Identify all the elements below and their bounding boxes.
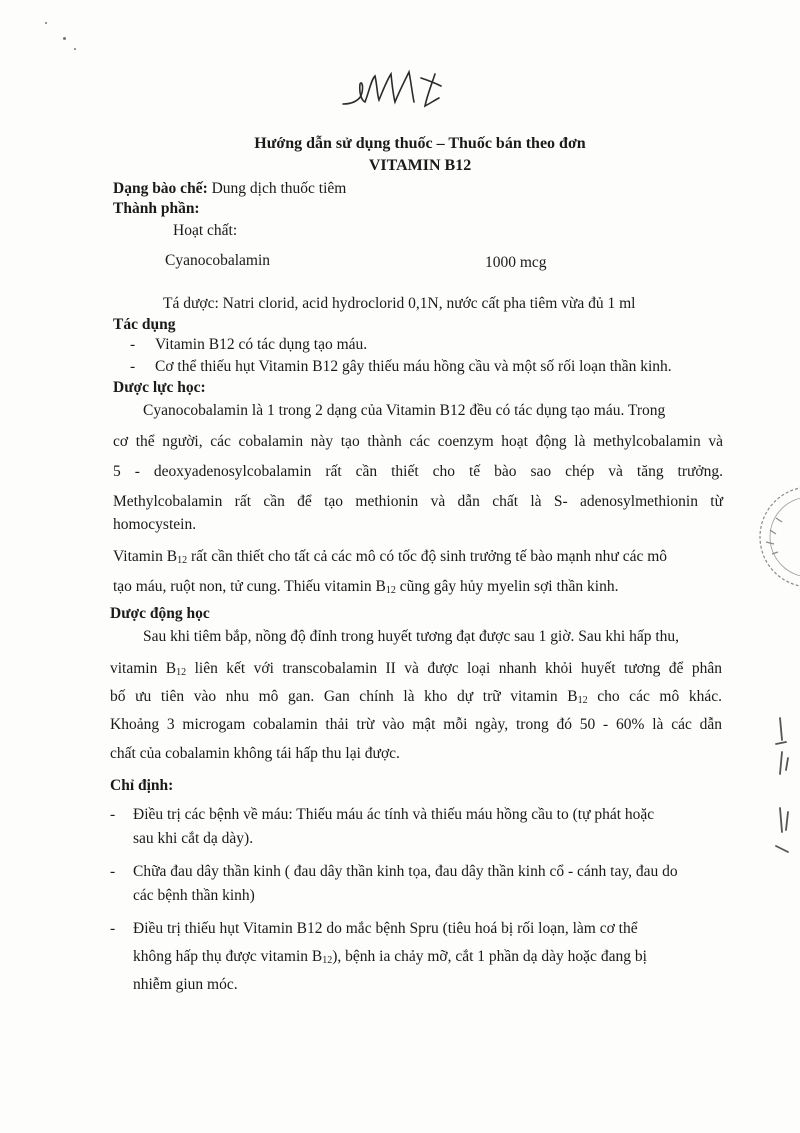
pharmacodynamics-line: Methylcobalamin rất cần để tạo methionin và dẫn chất là S- adenosylmethionin từ bbox=[113, 493, 723, 510]
excipients-line: Tá dược: Natri clorid, acid hydroclorid 0,1N, nước cất pha tiêm vừa đủ 1 ml bbox=[163, 295, 636, 312]
pharmacokinetics-heading: Dược động học bbox=[110, 605, 210, 622]
pharmacokinetics-line bbox=[110, 660, 722, 678]
dosage-form-label: Dạng bào chế: bbox=[113, 180, 208, 197]
scan-speck bbox=[45, 22, 47, 24]
partial-stamp bbox=[752, 482, 800, 592]
indication-line: sau khi cắt dạ dày). bbox=[133, 830, 254, 847]
effects-item: Vitamin B12 có tác dụng tạo máu. bbox=[155, 336, 368, 353]
subscript: 12 bbox=[176, 667, 187, 678]
active-ingredient-label: Hoạt chất: bbox=[173, 222, 238, 239]
text-fragment: ), bệnh ia chảy mỡ, cắt 1 phần dạ dày hoặc đang bị bbox=[332, 948, 647, 965]
bullet-dash: - bbox=[110, 863, 116, 880]
subscript: 12 bbox=[385, 585, 396, 596]
document-title: Hướng dẫn sử dụng thuốc – Thuốc bán theo đơn bbox=[254, 135, 586, 152]
pharmacodynamics-line: Cyanocobalamin là 1 trong 2 dạng của Vitamin B12 đều có tác dụng tạo máu. Trong bbox=[143, 402, 666, 419]
text-fragment: liên kết với transcobalamin II và được loại nhanh khỏi huyết tương để phân bbox=[186, 660, 723, 677]
text-fragment: vitamin B bbox=[110, 660, 177, 677]
pharmacodynamics-line bbox=[113, 578, 618, 596]
pharmacokinetics-line: Sau khi tiêm bắp, nồng độ đỉnh trong huyết tương đạt được sau 1 giờ. Sau khi hấp thu, bbox=[143, 628, 680, 645]
pharmacodynamics-line: homocystein. bbox=[113, 516, 197, 533]
indication-line: các bệnh thần kinh) bbox=[133, 887, 255, 904]
pharmacokinetics-line bbox=[110, 688, 722, 706]
scan-speck bbox=[74, 48, 76, 50]
indication-line: nhiễm giun móc. bbox=[133, 976, 238, 993]
product-name: VITAMIN B12 bbox=[368, 157, 472, 174]
pharmacodynamics-line: 5 - deoxyadenosylcobalamin rất cần thiết cho tế bào sao chép và tăng trưởng. bbox=[113, 463, 723, 480]
subscript: 12 bbox=[177, 555, 188, 566]
effects-item: Cơ thể thiếu hụt Vitamin B12 gây thiếu máu hồng cầu và một số rối loạn thần kinh. bbox=[155, 358, 672, 375]
pharmacokinetics-line: Khoảng 3 microgam cobalamin thải trừ vào mật mỗi ngày, trong đó 50 - 60% là các dẫn bbox=[110, 716, 722, 733]
handwritten-signature bbox=[335, 62, 465, 122]
dosage-form-line bbox=[113, 180, 346, 198]
bullet-dash: - bbox=[110, 806, 116, 823]
bullet-dash: - bbox=[110, 920, 116, 937]
text-fragment: bố ưu tiên vào nhu mô gan. Gan chính là kho dự trữ vitamin B bbox=[110, 688, 578, 705]
pharmacodynamics-heading: Dược lực học: bbox=[113, 379, 206, 396]
active-ingredient-amount: 1000 mcg bbox=[485, 254, 547, 271]
dosage-form-value: Dung dịch thuốc tiêm bbox=[211, 180, 347, 197]
bullet-dash: - bbox=[130, 358, 136, 375]
indication-line: Điều trị thiếu hụt Vitamin B12 do mắc bệnh Spru (tiêu hoá bị rối loạn, làm cơ thể bbox=[133, 920, 638, 937]
scan-speck bbox=[63, 37, 66, 40]
text-fragment: không hấp thụ được vitamin B bbox=[133, 948, 323, 965]
margin-marks bbox=[758, 712, 798, 862]
active-ingredient-name: Cyanocobalamin bbox=[165, 252, 271, 269]
text-fragment: cho các mô khác. bbox=[587, 688, 722, 705]
composition-heading: Thành phần: bbox=[113, 200, 200, 217]
pharmacodynamics-line bbox=[113, 548, 667, 566]
indication-line: Điều trị các bệnh về máu: Thiếu máu ác tính và thiếu máu hồng cầu to (tự phát hoặc bbox=[133, 806, 655, 823]
subscript: 12 bbox=[577, 695, 588, 706]
bullet-dash: - bbox=[130, 336, 136, 353]
subscript: 12 bbox=[322, 955, 333, 966]
text-fragment: Vitamin B bbox=[113, 548, 178, 565]
pharmacodynamics-line: cơ thể người, các cobalamin này tạo thành các coenzym hoạt động là methylcobalamin và bbox=[113, 433, 723, 450]
text-fragment: rất cần thiết cho tất cả các mô có tốc độ sinh trưởng tế bào mạnh như các mô bbox=[187, 548, 668, 565]
pharmacokinetics-line: chất của cobalamin không tái hấp thu lại được. bbox=[110, 745, 400, 762]
effects-heading: Tác dụng bbox=[113, 316, 176, 333]
text-fragment: tạo máu, ruột non, tử cung. Thiếu vitamin B bbox=[113, 578, 386, 595]
indication-line: Chữa đau dây thần kinh ( đau dây thần kinh tọa, đau dây thần kinh cổ - cánh tay, đau do bbox=[133, 863, 678, 880]
indications-heading: Chỉ định: bbox=[110, 777, 174, 794]
indication-line bbox=[133, 948, 647, 966]
text-fragment: cũng gây hủy myelin sợi thần kinh. bbox=[395, 578, 619, 595]
